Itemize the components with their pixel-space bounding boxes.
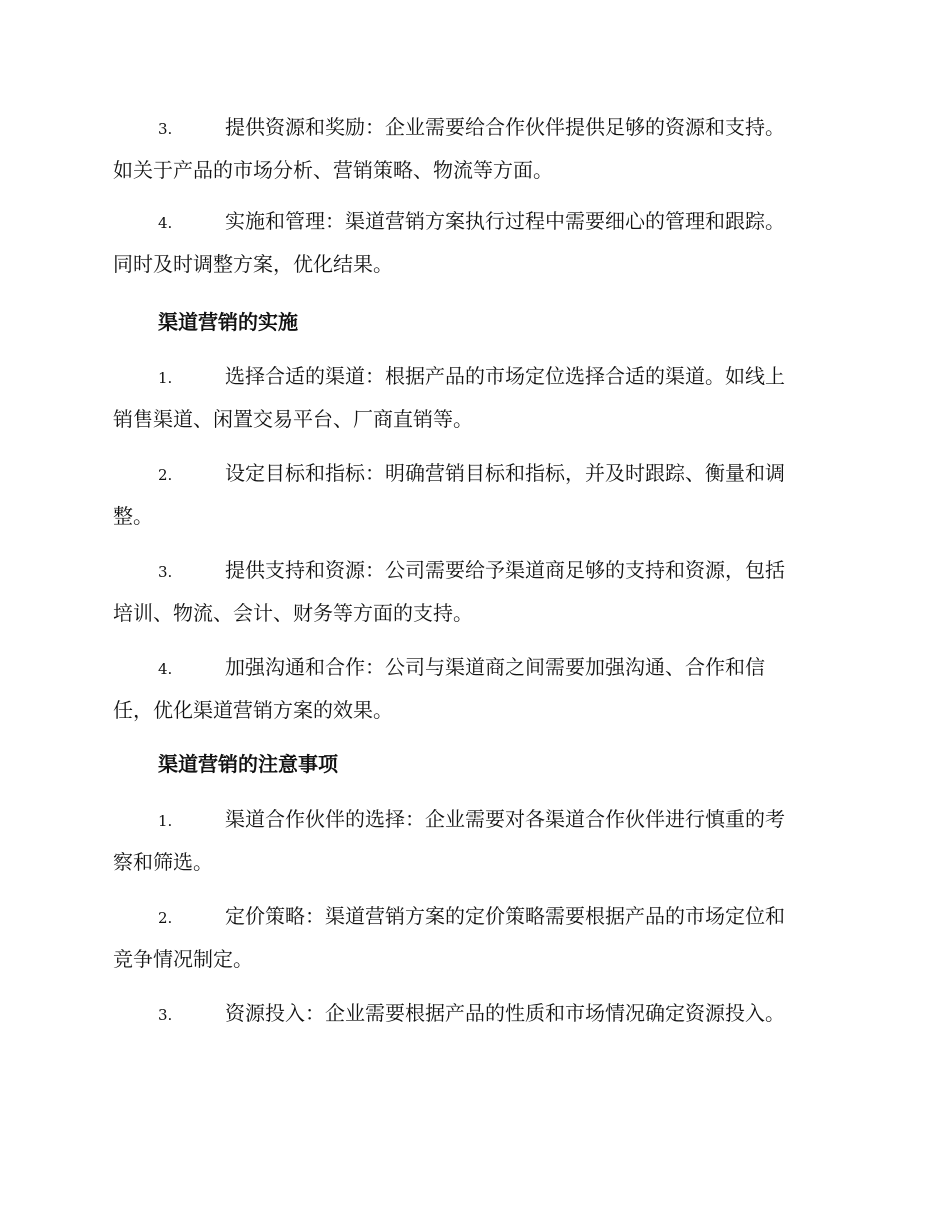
list-item-line (113, 452, 835, 495)
list-text: 实施和管理：渠道营销方案执行过程中需要细心的管理和跟踪。 (225, 209, 785, 233)
list-number: 1. (158, 369, 173, 387)
list-item-line (113, 646, 835, 689)
list-item-line (113, 549, 835, 592)
list-item-line (113, 200, 835, 243)
list-number: 4. (158, 214, 173, 232)
list-item (113, 646, 835, 732)
list-text: 定价策略：渠道营销方案的定价策略需要根据产品的市场定位和 (225, 904, 785, 928)
list-item-line: 如关于产品的市场分析、营销策略、物流等方面。 (113, 158, 553, 182)
list-item-line (113, 992, 835, 1035)
list-text: 资源投入：企业需要根据产品的性质和市场情况确定资源投入。 (225, 1001, 785, 1025)
list-item-line (113, 355, 835, 398)
list-item-line: 任，优化渠道营销方案的效果。 (113, 698, 393, 722)
list-item (113, 200, 835, 286)
list-item (113, 549, 835, 635)
list-item-line: 销售渠道、闲置交易平台、厂商直销等。 (113, 407, 473, 431)
list-item (113, 452, 835, 538)
list-item (113, 992, 835, 1035)
list-item-line: 同时及时调整方案，优化结果。 (113, 252, 393, 276)
list-item-line: 培训、物流、会计、财务等方面的支持。 (113, 601, 473, 625)
list-text: 提供资源和奖励：企业需要给合作伙伴提供足够的资源和支持。 (225, 115, 785, 139)
list-item-line: 整。 (113, 504, 153, 528)
list-item-line (113, 106, 835, 149)
list-number: 1. (158, 812, 173, 830)
list-text: 设定目标和指标：明确营销目标和指标，并及时跟踪、衡量和调 (225, 461, 785, 485)
list-text: 渠道合作伙伴的选择：企业需要对各渠道合作伙伴进行慎重的考 (225, 807, 785, 831)
list-item (113, 355, 835, 441)
list-number: 3. (158, 120, 173, 138)
list-number: 2. (158, 909, 173, 927)
list-number: 2. (158, 466, 173, 484)
list-item (113, 106, 835, 192)
list-text: 提供支持和资源：公司需要给予渠道商足够的支持和资源，包括 (225, 558, 785, 582)
list-item-line (113, 895, 835, 938)
list-item (113, 798, 835, 884)
section-heading: 渠道营销的实施 (158, 310, 298, 334)
list-item (113, 895, 835, 981)
list-text: 加强沟通和合作：公司与渠道商之间需要加强沟通、合作和信 (225, 655, 765, 679)
list-item-line: 察和筛选。 (113, 850, 213, 874)
list-number: 3. (158, 1006, 173, 1024)
list-text: 选择合适的渠道：根据产品的市场定位选择合适的渠道。如线上 (225, 364, 785, 388)
list-number: 3. (158, 563, 173, 581)
list-number: 4. (158, 660, 173, 678)
list-item-line: 竞争情况制定。 (113, 947, 253, 971)
list-item-line (113, 798, 835, 841)
section-heading: 渠道营销的注意事项 (158, 752, 338, 776)
